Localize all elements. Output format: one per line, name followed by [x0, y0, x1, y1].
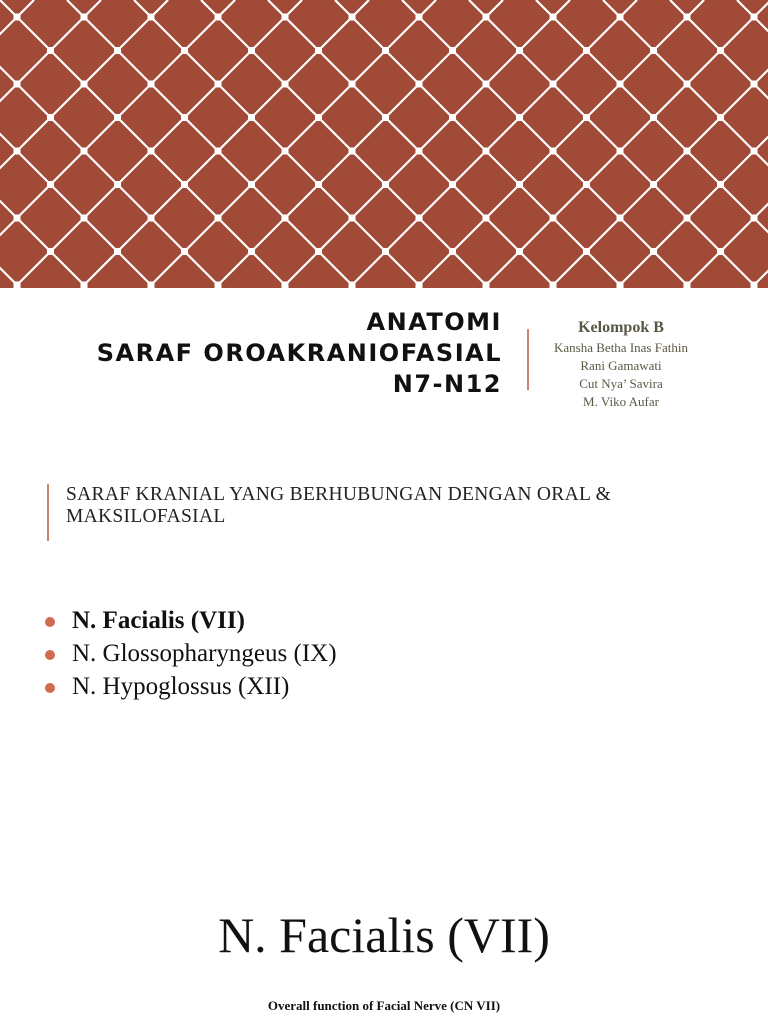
pattern-square: [181, 181, 188, 188]
pattern-square: [550, 148, 557, 155]
pattern-square: [181, 114, 188, 121]
pattern-square: [684, 215, 691, 222]
bullet-dot-icon: [45, 683, 55, 693]
pattern-square: [449, 114, 456, 121]
pattern-square: [684, 14, 691, 21]
pattern-square: [215, 282, 222, 289]
list-item: [45, 670, 337, 703]
pattern-square: [717, 114, 724, 121]
figure-caption: Overall function of Facial Nerve (CN VII): [267, 998, 501, 1013]
list-item: [45, 604, 337, 637]
pattern-square: [282, 215, 289, 222]
group-name: Kelompok B: [578, 319, 664, 336]
pattern-square: [81, 148, 88, 155]
pattern-square: [416, 282, 423, 289]
diamond-pattern-graphic: [0, 0, 768, 288]
pattern-square: [114, 47, 121, 54]
pattern-square: [349, 282, 356, 289]
pattern-square: [248, 47, 255, 54]
pattern-square: [248, 248, 255, 255]
decorative-pattern-banner: [0, 0, 768, 288]
presentation-title: [97, 307, 502, 400]
pattern-square: [751, 14, 758, 21]
pattern-square: [14, 215, 21, 222]
pattern-square: [215, 215, 222, 222]
pattern-square: [282, 81, 289, 88]
member-name: M. Viko Aufar: [583, 394, 659, 409]
pattern-square: [47, 114, 54, 121]
member-name: Cut Nya’ Savira: [579, 376, 663, 391]
pattern-background: [0, 0, 768, 288]
pattern-square: [583, 181, 590, 188]
pattern-square: [315, 181, 322, 188]
pattern-square: [181, 47, 188, 54]
pattern-square: [617, 148, 624, 155]
pattern-square: [483, 81, 490, 88]
pattern-square: [81, 215, 88, 222]
pattern-square: [650, 181, 657, 188]
pattern-square: [248, 114, 255, 121]
pattern-square: [583, 114, 590, 121]
section-heading: N. Facialis (VII): [218, 907, 550, 963]
pattern-square: [148, 14, 155, 21]
pattern-square: [751, 282, 758, 289]
pattern-square: [416, 148, 423, 155]
pattern-square: [382, 248, 389, 255]
pattern-square: [751, 148, 758, 155]
pattern-square: [483, 215, 490, 222]
pattern-square: [282, 14, 289, 21]
pattern-square: [215, 14, 222, 21]
pattern-square: [483, 14, 490, 21]
nerve-list: [45, 604, 337, 703]
pattern-square: [583, 248, 590, 255]
pattern-square: [382, 47, 389, 54]
pattern-square: [382, 181, 389, 188]
pattern-square: [47, 47, 54, 54]
pattern-square: [181, 248, 188, 255]
subtitle-divider: [47, 484, 49, 541]
pattern-square: [349, 81, 356, 88]
pattern-square: [650, 248, 657, 255]
pattern-square: [684, 148, 691, 155]
pattern-square: [416, 215, 423, 222]
pattern-square: [550, 14, 557, 21]
pattern-square: [550, 215, 557, 222]
pattern-square: [349, 148, 356, 155]
pattern-square: [315, 47, 322, 54]
pattern-square: [449, 181, 456, 188]
pattern-square: [282, 282, 289, 289]
pattern-square: [516, 114, 523, 121]
bullet-dot-icon: [45, 617, 55, 627]
title-divider: [527, 329, 529, 390]
title-line-3: N7-N12: [392, 370, 502, 398]
pattern-square: [14, 148, 21, 155]
pattern-square: [215, 81, 222, 88]
pattern-square: [215, 148, 222, 155]
pattern-square: [516, 47, 523, 54]
pattern-square: [81, 282, 88, 289]
section-subtitle: SARAF KRANIAL YANG BERHUBUNGAN DENGAN ORAL & MAKSILOFASIAL: [66, 484, 612, 527]
pattern-square: [81, 14, 88, 21]
pattern-square: [148, 148, 155, 155]
pattern-square: [684, 81, 691, 88]
pattern-square: [114, 114, 121, 121]
pattern-square: [516, 248, 523, 255]
pattern-square: [650, 114, 657, 121]
pattern-square: [483, 282, 490, 289]
pattern-square: [349, 14, 356, 21]
pattern-square: [684, 282, 691, 289]
pattern-square: [550, 282, 557, 289]
pattern-square: [315, 248, 322, 255]
pattern-square: [617, 81, 624, 88]
pattern-square: [14, 282, 21, 289]
pattern-square: [416, 14, 423, 21]
bullet-dot-icon: [45, 650, 55, 660]
pattern-square: [617, 215, 624, 222]
pattern-square: [483, 148, 490, 155]
pattern-square: [349, 215, 356, 222]
pattern-square: [81, 81, 88, 88]
pattern-square: [751, 215, 758, 222]
pattern-square: [248, 181, 255, 188]
pattern-square: [47, 181, 54, 188]
pattern-square: [617, 14, 624, 21]
title-line-2: SARAF OROAKRANIOFASIAL: [96, 339, 502, 367]
pattern-square: [148, 81, 155, 88]
pattern-square: [148, 215, 155, 222]
pattern-square: [650, 47, 657, 54]
list-item-text: N. Glossopharyngeus (IX): [72, 640, 337, 667]
pattern-square: [550, 81, 557, 88]
pattern-square: [47, 248, 54, 255]
pattern-square: [14, 81, 21, 88]
pattern-square: [114, 181, 121, 188]
list-item-text: N. Facialis (VII): [72, 607, 245, 634]
pattern-square: [717, 248, 724, 255]
pattern-square: [516, 181, 523, 188]
pattern-square: [14, 14, 21, 21]
member-name: Kansha Betha Inas Fathin: [554, 340, 688, 355]
pattern-square: [148, 282, 155, 289]
title-line-1: ANATOMI: [366, 308, 502, 336]
list-item: [45, 637, 337, 670]
pattern-square: [583, 47, 590, 54]
pattern-square: [114, 248, 121, 255]
pattern-square: [416, 81, 423, 88]
pattern-square: [717, 47, 724, 54]
pattern-square: [315, 114, 322, 121]
pattern-square: [617, 282, 624, 289]
pattern-square: [282, 148, 289, 155]
pattern-square: [382, 114, 389, 121]
group-members: [536, 318, 706, 411]
list-item-text: N. Hypoglossus (XII): [72, 673, 290, 700]
pattern-square: [751, 81, 758, 88]
pattern-square: [449, 248, 456, 255]
pattern-square: [449, 47, 456, 54]
pattern-square: [717, 181, 724, 188]
member-name: Rani Gamawati: [580, 358, 662, 373]
